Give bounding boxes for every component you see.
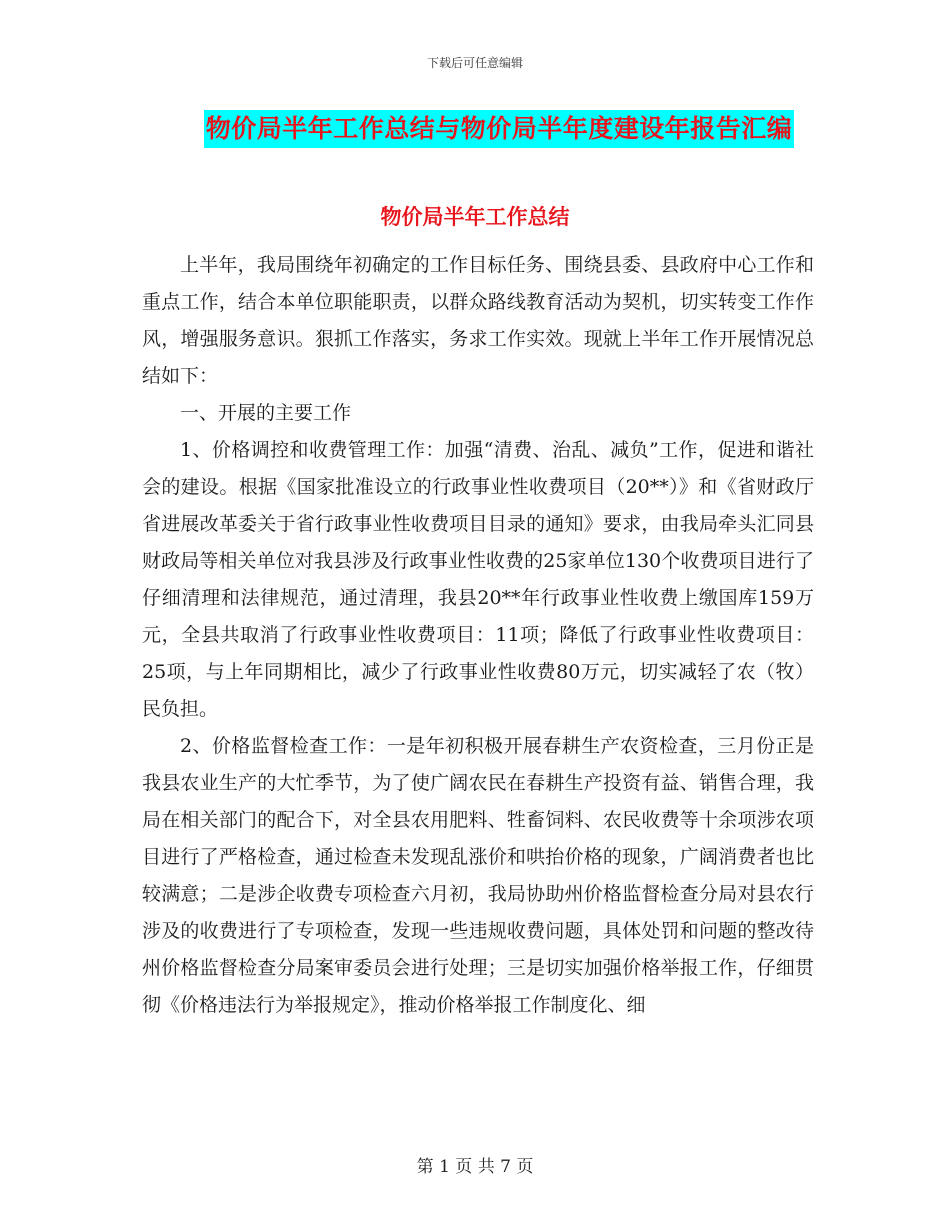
document-body <box>142 247 814 1024</box>
page-number-footer: 第 1 页 共 7 页 <box>416 1157 534 1177</box>
main-title: 物价局半年工作总结与物价局半年度建设年报告汇编 <box>204 110 795 148</box>
paragraph-price-regulation: 1、价格调控和收费管理工作：加强“清费、治乱、减负”工作，促进和谐社会的建设。根据《国家批准设立的行政事业性收费项目（20**）》和《省财政厅省进展改革委关于省行政事业性收费项目目录的通知》要求，由我局牵头汇同县财政局等相关单位对我县涉及行政事业性收费的25家单位130个收费项目进行了仔细清理和法律规范，通过清理，我县20**年行政事业性收费上缴国库159万元，全县共取消了行政事业性收费项目：11项；降低了行政事业性收费项目：25项，与上年同期相比，减少了行政事业性收费80万元，切实减轻了农（牧）民负担。 <box>142 439 814 720</box>
paragraph-heading-main-work: 一、开展的主要工作 <box>180 402 352 424</box>
paragraph-price-supervision: 2、价格监督检查工作：一是年初积极开展春耕生产农资检查，三月份正是我县农业生产的大忙季节，为了使广阔农民在春耕生产投资有益、销售合理，我局在相关部门的配合下，对全县农用肥料、牲畜饲料、农民收费等十余项涉农项目进行了严格检查，通过检查未发现乱涨价和哄抬价格的现象，广阔消费者也比较满意；二是涉企收费专项检查六月初，我局协助州价格监督检查分局对县农行涉及的收费进行了专项检查，发现一些违规收费问题，具体处罚和问题的整改待州价格监督检查分局案审委员会进行处理；三是切实加强价格举报工作，仔细贯彻《价格违法行为举报规定》，推动价格举报工作制度化、细 <box>142 735 814 1016</box>
main-title-container <box>0 110 950 148</box>
header-note: 下载后可任意编辑 <box>426 56 523 70</box>
paragraph-intro: 上半年，我局围绕年初确定的工作目标任务、围绕县委、县政府中心工作和重点工作，结合本单位职能职责，以群众路线教育活动为契机，切实转变工作作风，增强服务意识。狠抓工作落实，务求工作实效。现就上半年工作开展情况总结如下： <box>142 254 814 387</box>
section-title: 物价局半年工作总结 <box>380 205 570 229</box>
